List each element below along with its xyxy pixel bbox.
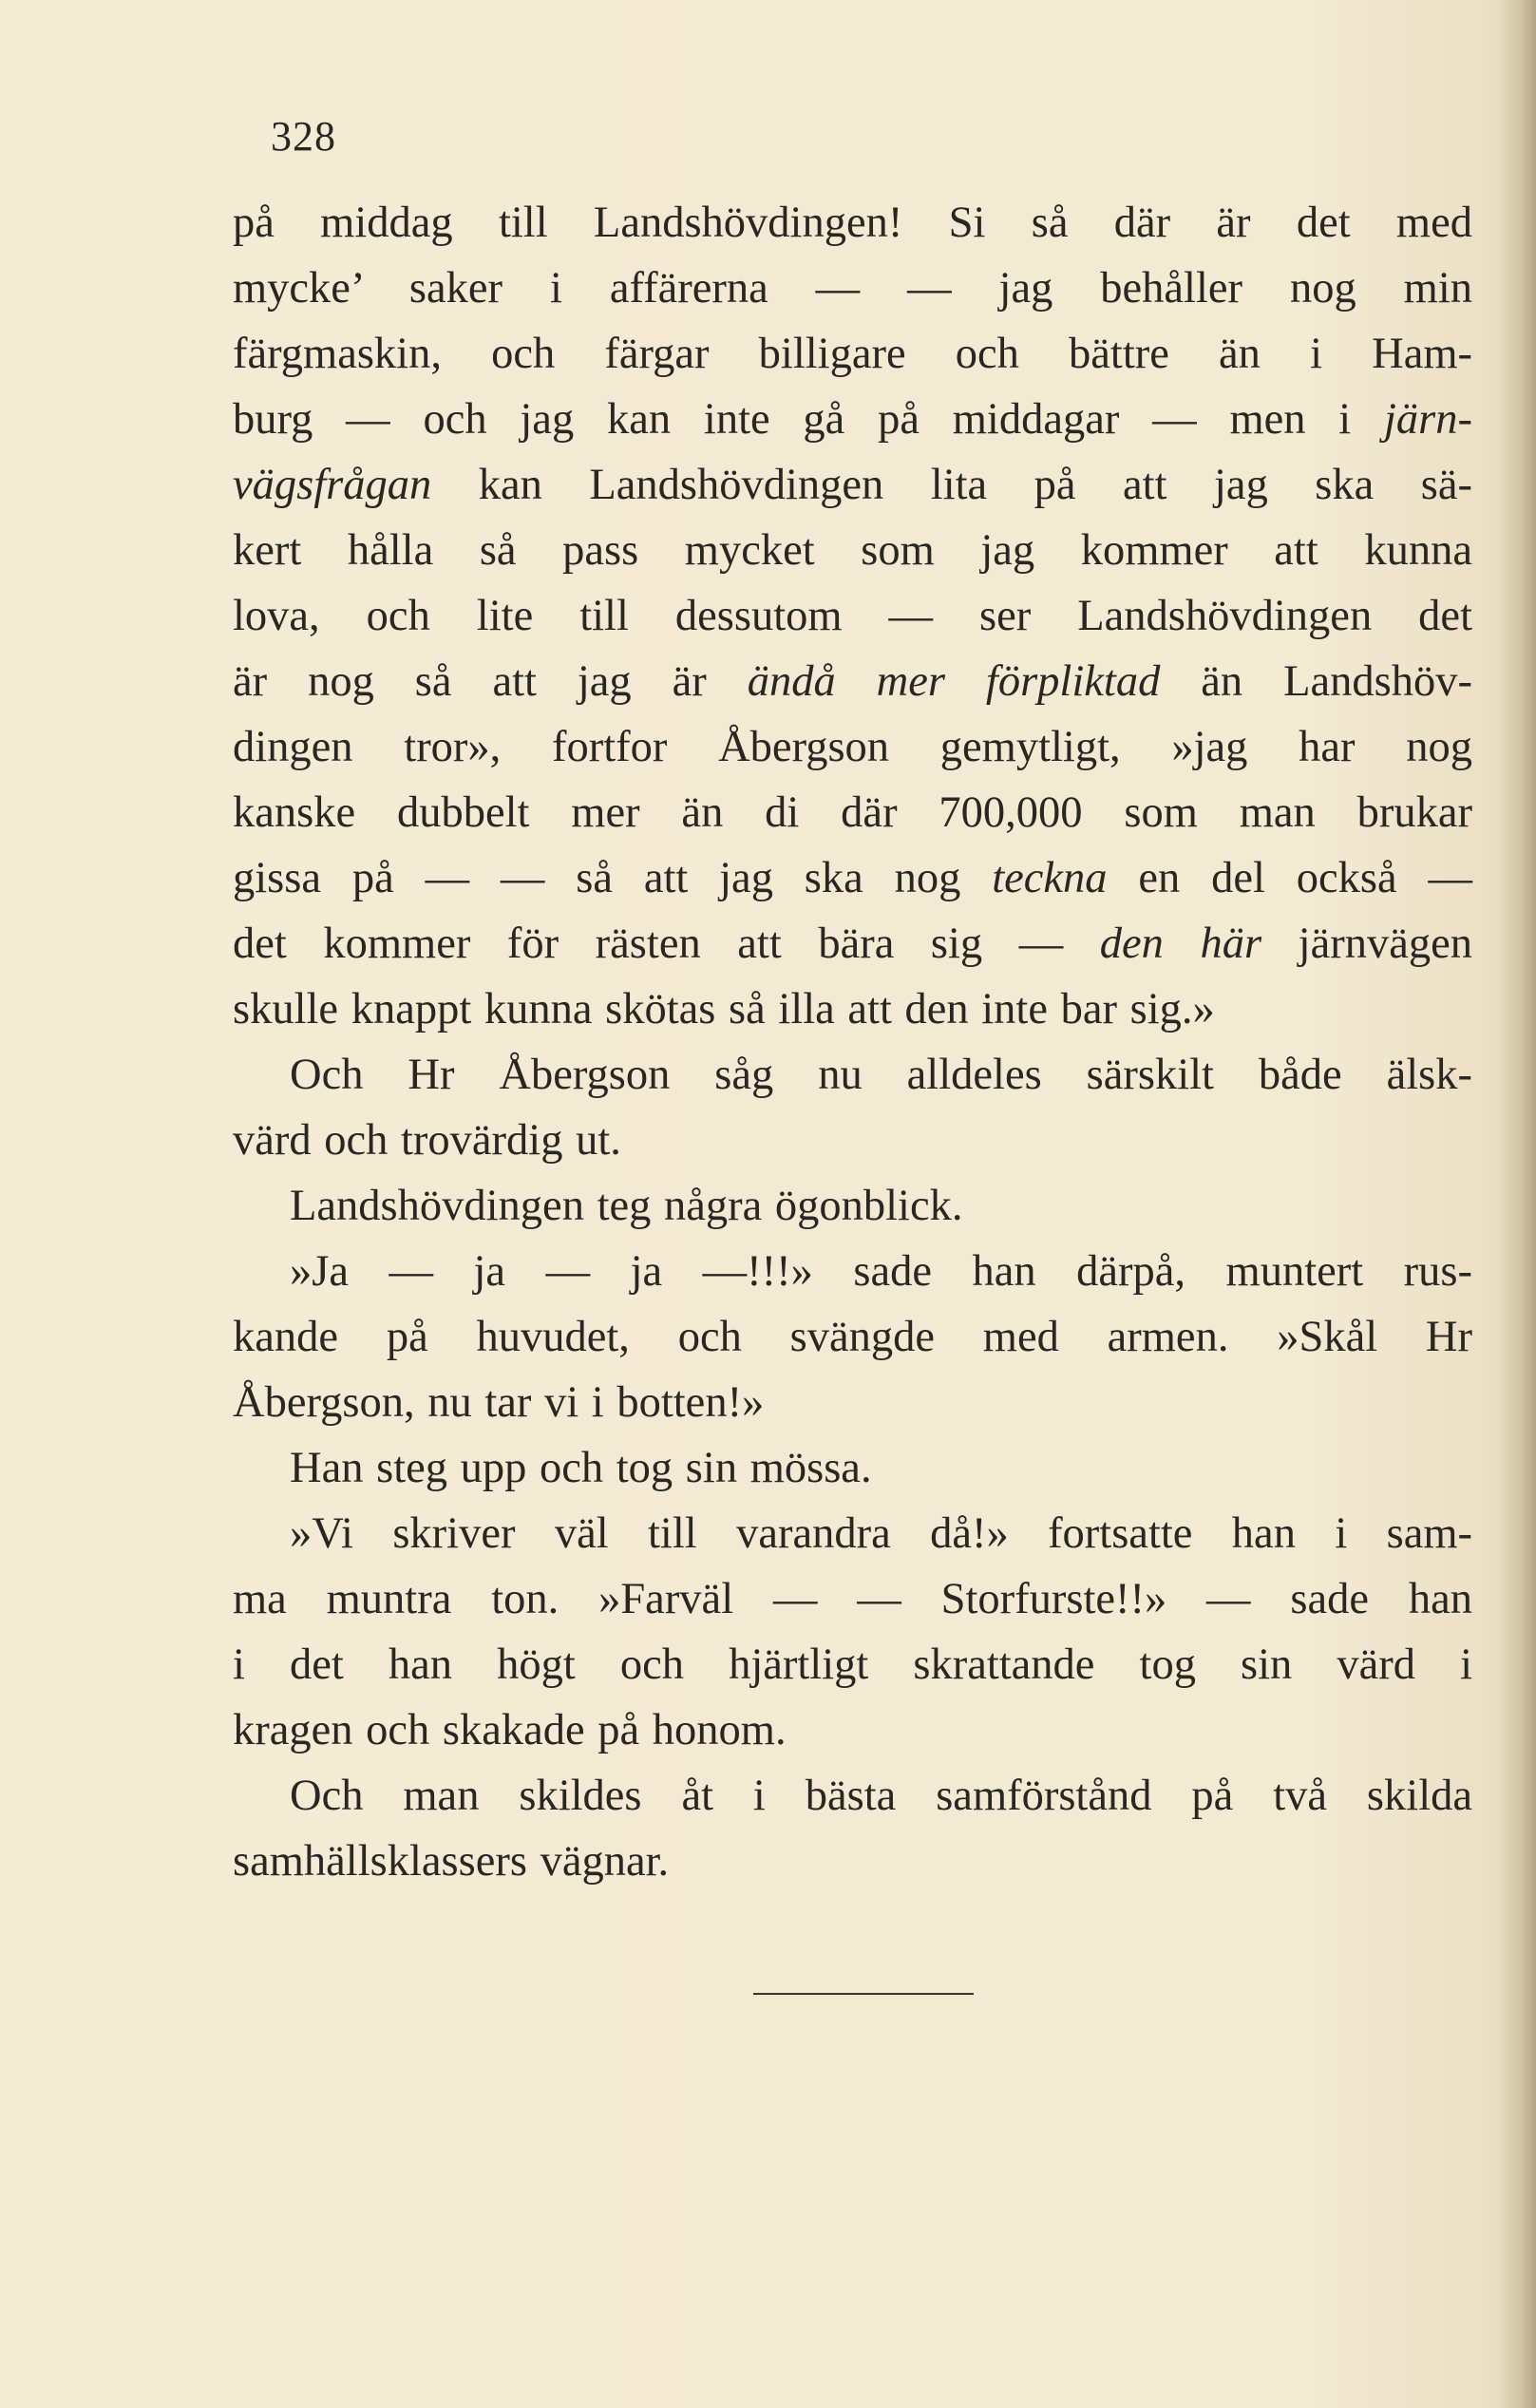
- text-span: en del också —: [1107, 854, 1472, 902]
- text-line: [233, 190, 1472, 256]
- text-line: [233, 1763, 1472, 1829]
- text-line: [233, 649, 1472, 714]
- text-line: [233, 714, 1472, 780]
- text-span: kert hålla så pass mycket som jag kommer att kunna: [233, 526, 1472, 575]
- page-edge-shadow: [1498, 0, 1536, 2408]
- page-number: 328: [271, 113, 336, 160]
- text-line: [233, 780, 1472, 845]
- text-span: mycke’ saker i affärerna — — jag behåller nog min: [233, 264, 1472, 313]
- text-span: Han steg upp och tog sin mössa.: [290, 1444, 872, 1492]
- text-span: Och Hr Åbergson såg nu alldeles särskilt både älsk-: [290, 1051, 1472, 1099]
- text-line: [233, 911, 1472, 976]
- text-span: »Ja — ja — ja —!!!» sade han därpå, muntert rus-: [290, 1247, 1472, 1296]
- italic-text: den här: [1099, 920, 1262, 968]
- text-line: [233, 518, 1472, 583]
- end-rule: [753, 1993, 974, 1995]
- text-line: [233, 1173, 1472, 1239]
- text-span: dingen tror», fortfor Åbergson gemytligt, »jag har nog: [233, 723, 1472, 771]
- text-span: lova, och lite till dessutom — ser Landshövdingen det: [233, 592, 1472, 640]
- italic-text: järn-: [1384, 395, 1472, 444]
- text-line: [233, 1239, 1472, 1304]
- text-line: [233, 1304, 1472, 1370]
- text-span: Och man skildes åt i bästa samförstånd på två skilda: [290, 1772, 1472, 1820]
- text-line: [233, 256, 1472, 321]
- text-span: »Vi skriver väl till varandra då!» fortsatte han i sam-: [290, 1509, 1472, 1558]
- text-line: [233, 1370, 1472, 1435]
- text-span: färgmaskin, och färgar billigare och bättre än i Ham-: [233, 330, 1472, 378]
- text-span: kanske dubbelt mer än di där 700,000 som man brukar: [233, 788, 1472, 837]
- text-line: [233, 1697, 1472, 1763]
- text-span: kan Landshövdingen lita på att jag ska sä-: [431, 461, 1472, 509]
- text-line: [233, 1632, 1472, 1697]
- text-span: skulle knappt kunna skötas så illa att den inte bar sig.»: [233, 985, 1215, 1033]
- text-line: [233, 1435, 1472, 1501]
- text-line: [233, 1829, 1472, 1894]
- text-line: [233, 1501, 1472, 1566]
- text-span: Åbergson, nu tar vi i botten!»: [233, 1378, 765, 1427]
- text-span: värd och trovärdig ut.: [233, 1116, 621, 1165]
- text-line: [233, 387, 1472, 452]
- text-span: gissa på — — så att jag ska nog: [233, 854, 993, 902]
- text-line: [233, 321, 1472, 387]
- text-line: [233, 583, 1472, 649]
- text-line: [233, 1566, 1472, 1632]
- italic-text: teckna: [992, 854, 1108, 902]
- text-line: [233, 976, 1472, 1042]
- text-line: [233, 1042, 1472, 1108]
- text-line: [233, 1108, 1472, 1173]
- text-span: än Landshöv-: [1160, 657, 1472, 706]
- italic-text: vägsfrågan: [233, 461, 432, 509]
- text-span: i det han högt och hjärtligt skrattande tog sin värd i: [233, 1640, 1472, 1689]
- text-line: [233, 845, 1472, 911]
- text-span: det kommer för rästen att bära sig —: [233, 920, 1100, 968]
- text-span: samhällsklassers vägnar.: [233, 1837, 670, 1886]
- text-span: kande på huvudet, och svängde med armen. »Skål Hr: [233, 1313, 1472, 1361]
- text-span: kragen och skakade på honom.: [233, 1706, 787, 1754]
- text-span: järnvägen: [1261, 920, 1472, 968]
- text-line: [233, 452, 1472, 518]
- text-span: Landshövdingen teg några ögonblick.: [290, 1182, 963, 1230]
- text-span: är nog så att jag är: [233, 657, 748, 706]
- text-span: på middag till Landshövdingen! Si så där är det med: [233, 199, 1472, 247]
- body-text: [233, 190, 1472, 1894]
- italic-text: ändå mer förpliktad: [747, 657, 1161, 706]
- text-span: ma muntra ton. »Farväl — — Storfurste!!» — sade han: [233, 1575, 1472, 1623]
- text-span: burg — och jag kan inte gå på middagar — men i: [233, 395, 1384, 444]
